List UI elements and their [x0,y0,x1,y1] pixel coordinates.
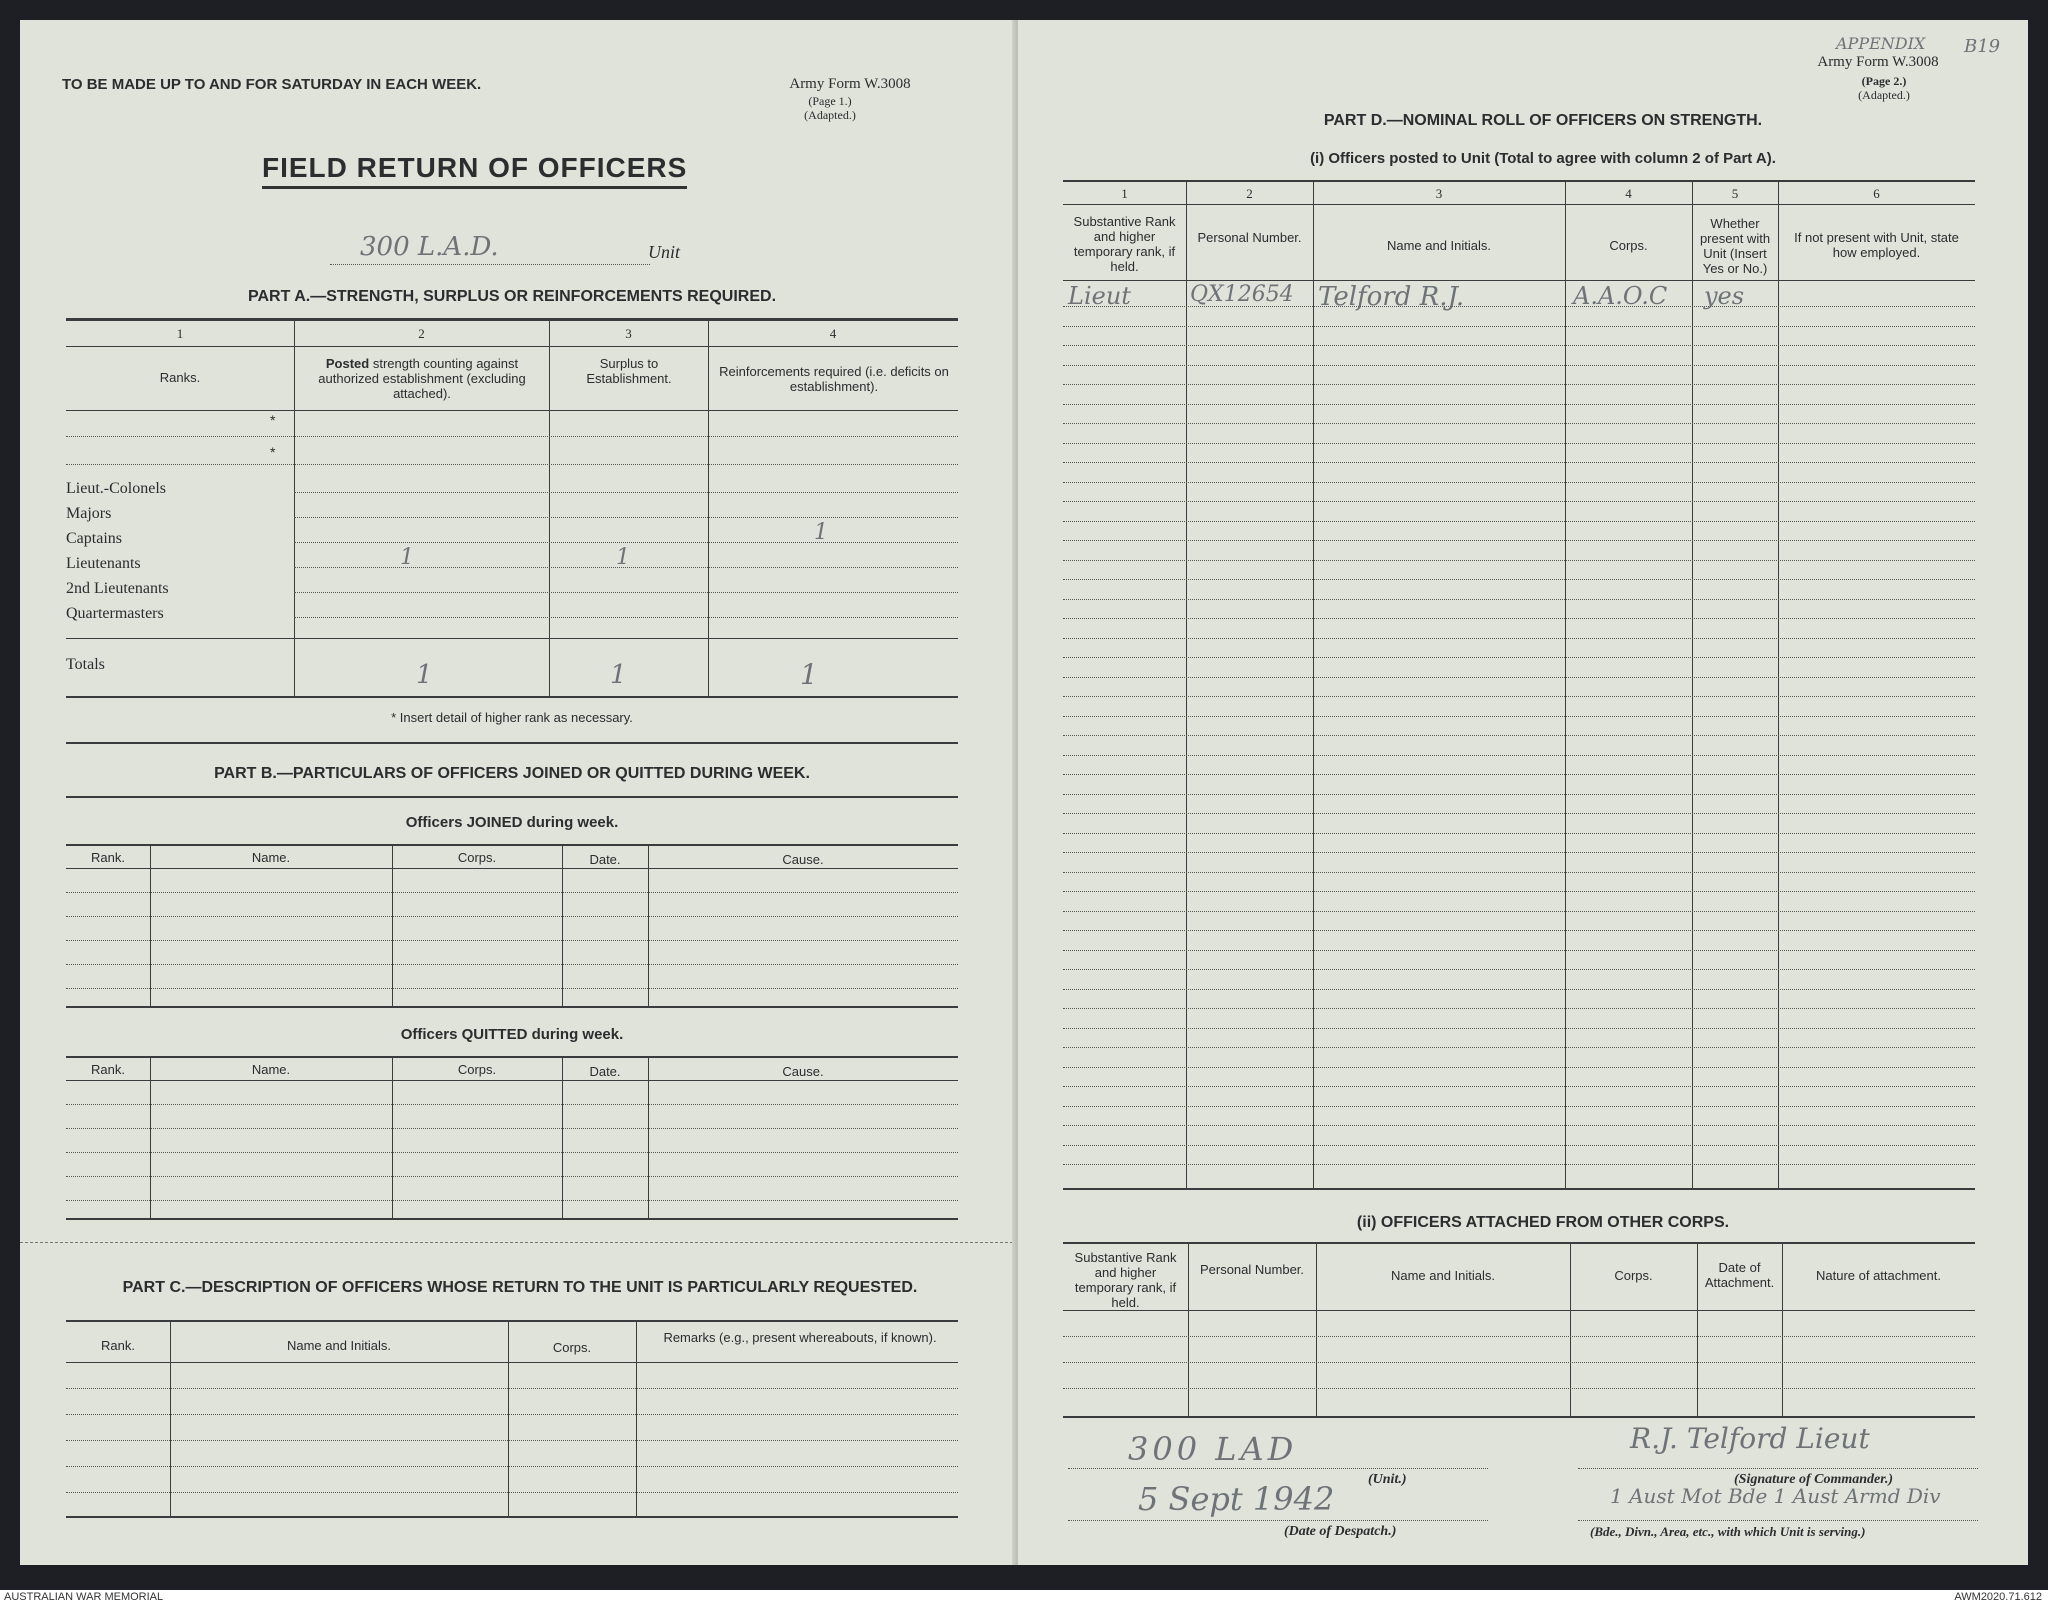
ruled-line [1063,579,1975,580]
page-title: FIELD RETURN OF OFFICERS [262,152,687,189]
ruled-line [1063,1164,1975,1165]
ruled-line [1063,1145,1975,1146]
col-surplus: Surplus to Establishment. [586,356,672,386]
total-posted: 1 [416,660,433,690]
ruled-line [1063,599,1975,600]
adapted-label: (Adapted.) [804,108,856,122]
ruled-line [1063,872,1975,873]
signature-caption: (Signature of Commander.) [1734,1472,1894,1487]
archive-name: AUSTRALIAN WAR MEMORIAL [4,1591,164,1603]
joined-title: Officers JOINED during week. [405,814,619,831]
ruled-line [1063,657,1975,658]
brigade-handwritten: 1 Aust Mot Bde 1 Aust Armd Div [1610,1484,1941,1508]
rank-2nd-lieutenants: 2nd Lieutenants [66,580,169,597]
date-caption: (Date of Despatch.) [1284,1524,1397,1539]
ruled-line [1063,735,1975,736]
part-a-title: PART A.—STRENGTH, SURPLUS OR REINFORCEMENTS REQUIRED. [247,288,777,305]
rank-quartermasters: Quartermasters [66,605,164,622]
part-c-title: PART C.—DESCRIPTION OF OFFICERS WHOSE RETURN TO THE UNIT IS PARTICULARLY REQUESTED. [122,1279,918,1296]
form-page-1: TO BE MADE UP TO AND FOR SATURDAY IN EACH WEEK. Army Form W.3008 (Page 1.) (Adapted.) FIELD RETURN OF OFFICERS 300 L.A.D. Unit PART A.—STRENGTH, SURPLUS OR REINFORCEMENTS REQUIRED. 1 2 3 4 Ranks. Posted strength counting against authorized establishment (excluding attached). Surplus to Establishment. Reinforcements required (i.e. deficits on establishment). * * Lieut.-Colonels Majors Captains Lieutenants 2nd Lieutenants Quartermasters 1 1 1 Totals 1 1 1 * Insert detail of higher rank as necessary. PART B.—PARTICULARS OF OFFICERS JOINED OR QUITTED DURING WEEK. Officers JOINED during week. Rank. Name. Corps. Date. Cause. Officers QUITTED during week. Rank. Name. Corps. Date. Cause. PART C.—DESCRIPTION OF OFFICERS WHOSE RETURN TO THE UNIT IS PARTICULARLY REQUESTED. Rank. Name and Initials. Corps. Remarks (e.g., present whereabouts, if known). [20,20,1018,1565]
ruled-line [1063,716,1975,717]
ruled-line [1063,462,1975,463]
ruled-line [1063,404,1975,405]
total-reinforcements: 1 [800,658,818,691]
ruled-line [1063,989,1975,990]
ruled-line [1063,969,1975,970]
page-label: (Page 1.) [808,94,852,108]
quitted-title: Officers QUITTED during week. [400,1026,624,1043]
appendix-label: APPENDIX [1836,34,1926,53]
ruled-line [1063,1028,1975,1029]
army-form-label: Army Form W.3008 [1817,54,1939,70]
ruled-line [1063,1067,1975,1068]
date-handwritten: 5 Sept 1942 [1138,1480,1335,1518]
ruled-line [1063,345,1975,346]
ruled-line [1063,677,1975,678]
unit-caption: (Unit.) [1368,1472,1407,1487]
ruled-line [1063,365,1975,366]
ruled-line [1063,560,1975,561]
ruled-line [1063,696,1975,697]
page-number: B19 [1964,36,2001,57]
unit-value: 300 L.A.D. [360,232,499,262]
ruled-line [1063,326,1975,327]
officer-present: yes [1704,282,1745,310]
brigade-caption: (Bde., Divn., Area, etc., with which Unit is serving.) [1590,1524,1866,1539]
form-page-2: APPENDIX B19 Army Form W.3008 (Page 2.) (Adapted.) PART D.—NOMINAL ROLL OF OFFICERS ON STRENGTH. (i) Officers posted to Unit (Total to agree with column 2 of Part A). 1 2 3 4 5 6 Substantive Rank and higher temporary rank, if held. Personal Number. Name and Initials. Corps. Whether present with Unit (Insert Yes or No.) If not present with Unit, state how employed. Lieut QX12654 Telford R.J. A.A.O.C yes (ii) OFFICERS ATTACHED FROM OTHER CORPS. Substantive Rank and higher temporary rank, if held. Personal Number. Name and Initials. Corps. Date of Attachment. Nature of attachment. 300 LAD (Unit.) R.J. Telford Lieut (Signature of Commander.) 5 Sept 1942 (Date of Despatch.) 1 Aust Mot Bde 1 Aust Armd Div (Bde., Divn., Area, etc., with which Unit is serving.) [1018,20,2028,1565]
ranks-list [66,476,169,626]
rank-lieutenants: Lieutenants [66,555,141,572]
archive-id: AWM2020.71.612 [1954,1591,2042,1603]
ruled-line [1063,423,1975,424]
lieutenants-surplus: 1 [616,545,630,570]
ruled-line [1063,833,1975,834]
archive-footer [0,1590,2048,1605]
ruled-line [1063,891,1975,892]
ruled-line [1063,930,1975,931]
part-d-i-title: (i) Officers posted to Unit (Total to agree with column 2 of Part A). [1310,150,1776,167]
unit-handwritten: 300 LAD [1128,1430,1298,1468]
ruled-line [1063,950,1975,951]
ruled-line [1063,384,1975,385]
col-ranks: Ranks. [159,370,201,385]
part-d-title: PART D.—NOMINAL ROLL OF OFFICERS ON STRENGTH. [1323,112,1763,129]
army-form-label: Army Form W.3008 [789,76,911,92]
ruled-line [1063,794,1975,795]
officer-number: QX12654 [1190,282,1294,307]
ruled-line [1063,443,1975,444]
ruled-line [1063,1106,1975,1107]
ruled-line [1063,501,1975,502]
ruled-line [1063,1125,1975,1126]
unit-label: Unit [648,242,681,262]
ruled-line [1063,638,1975,639]
ruled-line [1063,521,1975,522]
ruled-line [1063,1047,1975,1048]
commander-signature: R.J. Telford Lieut [1630,1422,1870,1455]
ruled-line [1063,1086,1975,1087]
ruled-line [1063,306,1975,307]
officer-rank: Lieut [1068,282,1131,310]
ruled-line [1063,540,1975,541]
rank-lieut-colonels: Lieut.-Colonels [66,480,166,497]
ruled-line [1063,813,1975,814]
ruled-line [1063,1008,1975,1009]
page-label: (Page 2.) [1861,74,1907,88]
rank-captains: Captains [66,530,122,547]
totals-label: Totals [66,656,105,673]
top-note: TO BE MADE UP TO AND FOR SATURDAY IN EACH WEEK. [62,76,482,93]
ruled-line [1063,852,1975,853]
ruled-line [1063,774,1975,775]
col-posted: Posted strength counting against authorized establishment (excluding attached). [318,356,526,401]
captains-reinforcements: 1 [814,520,828,545]
col-reinforcements: Reinforcements required (i.e. deficits on establishment). [719,364,949,394]
officer-name: Telford R.J. [1318,282,1465,312]
officer-corps: A.A.O.C [1573,282,1668,310]
ruled-line [1063,618,1975,619]
part-d-ii-title: (ii) OFFICERS ATTACHED FROM OTHER CORPS. [1356,1214,1730,1231]
ruled-line [1063,755,1975,756]
part-a-footnote: * Insert detail of higher rank as necessary. [391,710,633,725]
lieutenants-posted: 1 [400,545,414,570]
total-surplus: 1 [610,660,627,690]
ruled-line [1063,911,1975,912]
ruled-line [1063,482,1975,483]
rank-majors: Majors [66,505,112,522]
part-b-title: PART B.—PARTICULARS OF OFFICERS JOINED OR QUITTED DURING WEEK. [214,765,810,782]
adapted-label: (Adapted.) [1858,88,1910,102]
